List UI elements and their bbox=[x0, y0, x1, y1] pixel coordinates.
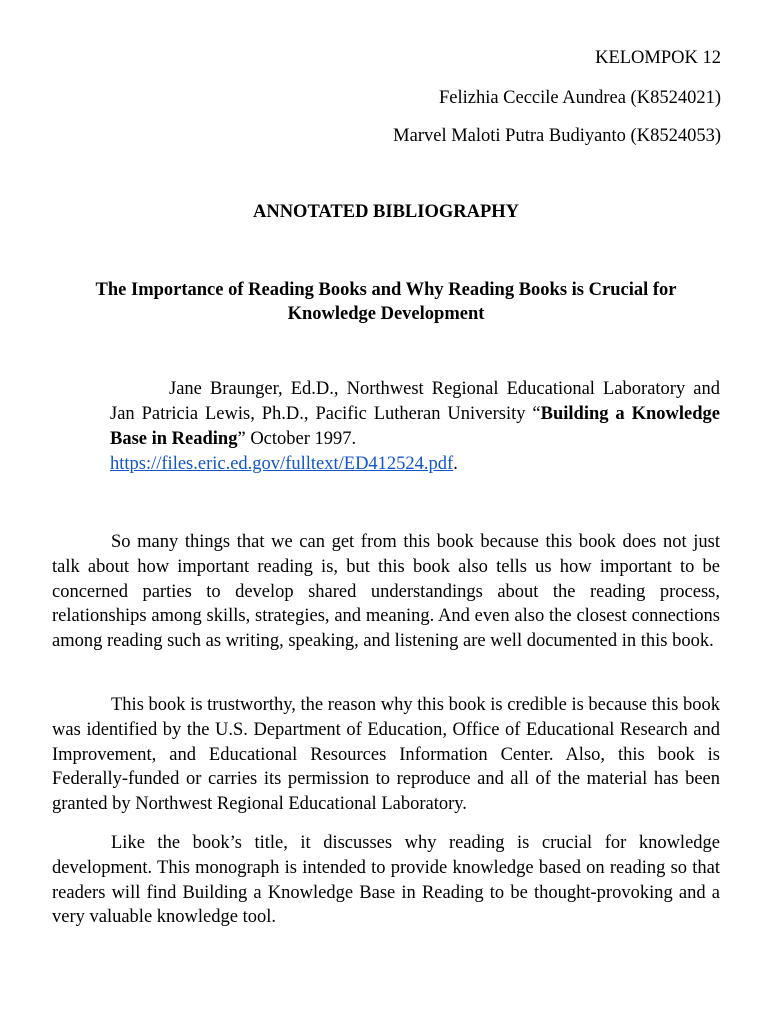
annotation-paragraph-3: Like the book’s title, it discusses why reading is crucial for knowledge development. This monograph is intended to provide knowledge based on reading so that readers will find Building a Knowledge Base in Reading to be thought-provoking and a very valuable knowledge tool. bbox=[52, 833, 720, 928]
citation-book-title: Building a Knowledge Base in Reading bbox=[110, 404, 720, 449]
topic-title-line-1: The Importance of Reading Books and Why Reading Books is Crucial for bbox=[95, 280, 677, 300]
member-name-2: Marvel Maloti Putra Budiyanto (K8524053) bbox=[393, 126, 721, 146]
citation-entry bbox=[110, 377, 720, 477]
topic-title-line-2: Knowledge Development bbox=[287, 304, 485, 324]
citation-url-line bbox=[110, 452, 720, 477]
annotation-paragraph-1: So many things that we can get from this book because this book does not just talk about how important reading is, but this book also tells us how important to be concerned parties to develop shared understandings about the reading process, relationships among skills, strategies, and meaning. And even also the closest connections among reading such as writing, speaking, and listening are well documented in this book. bbox=[52, 532, 720, 652]
citation-url-link[interactable]: https://files.eric.ed.gov/fulltext/ED412524.pdf bbox=[110, 454, 454, 474]
citation-close-quote: ” bbox=[237, 429, 246, 449]
annotation-paragraph-2: This book is trustworthy, the reason why this book is credible is because this book was identified by the U.S. Department of Education, Office of Educational Research and Improvement, and Educational Resources Information Center. Also, this book is Federally-funded or carries its permission to reproduce and all of the material has been granted by Northwest Regional Educational Laboratory. bbox=[52, 695, 720, 815]
citation-authors: Jane Braunger, Ed.D., Northwest Regional Educational Laboratory and Jan Patricia Lewis, Ph.D., Pacific Lutheran University “ bbox=[110, 379, 720, 424]
citation-trailing-period: . bbox=[453, 454, 458, 474]
group-label: KELOMPOK 12 bbox=[595, 48, 721, 68]
member-name-1: Felizhia Ceccile Aundrea (K8524021) bbox=[438, 88, 721, 108]
document-title: ANNOTATED BIBLIOGRAPHY bbox=[252, 202, 520, 222]
citation-date: October 1997. bbox=[245, 429, 357, 449]
